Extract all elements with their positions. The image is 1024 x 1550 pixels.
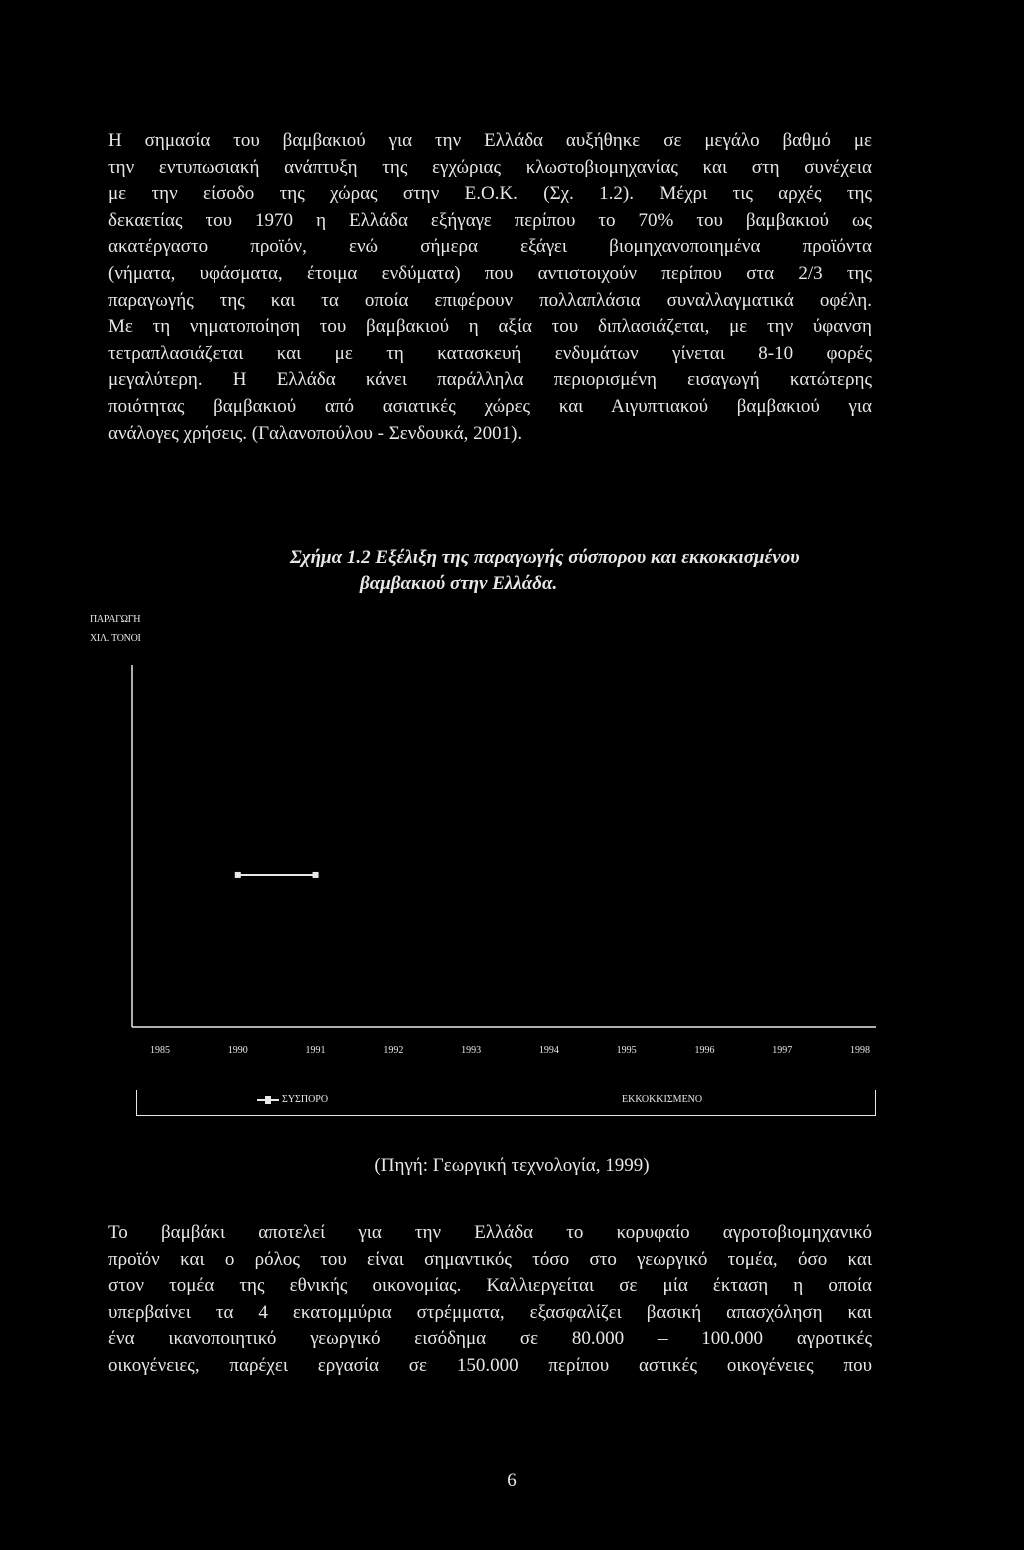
text-line: Η σημασία του βαμβακιού για την Ελλάδα αυξήθηκε σε μεγάλο βαθμό με — [108, 130, 872, 151]
legend-item-seed-cotton — [257, 1094, 328, 1105]
text-line: προϊόν και ο ρόλος του είναι σημαντικός τόσο στο γεωργικό τομέα, όσο και — [108, 1248, 872, 1270]
text-line: ανάλογες χρήσεις. (Γαλανοπούλου - Σενδουκά, 2001). — [108, 422, 523, 444]
x-tick-label: 1992 — [383, 1045, 404, 1056]
x-tick-label: 1997 — [772, 1045, 793, 1056]
legend-item-ginned-cotton — [622, 1094, 702, 1105]
text-line: ένα ικανοποιητικό γεωργικό εισόδημα σε 80.000 – 100.000 αγροτικές — [108, 1328, 872, 1350]
text-line: παραγωγής της και τα οποία επιφέρουν πολλαπλάσια συναλλαγματικά οφέλη. — [108, 289, 872, 311]
text-line: στον τομέα της εθνικής οικονομίας. Καλλιεργείται σε μία έκταση η οποία — [108, 1275, 872, 1297]
text-line: τετραπλασιάζεται και με τη κατασκευή ενδυμάτων γίνεται 8-10 φορές — [108, 342, 872, 364]
intro-paragraph — [108, 128, 872, 447]
x-tick-label: 1991 — [305, 1045, 326, 1056]
text-line: ακατέργαστο προϊόν, ενώ σήμερα εξάγει βιομηχανοποιημένα προϊόντα — [108, 236, 872, 258]
square-marker-icon — [257, 1099, 279, 1101]
x-tick-label: 1993 — [461, 1045, 482, 1056]
legend-label: ΕΚΚΟΚΚΙΣΜΕΝΟ — [622, 1094, 703, 1105]
body-paragraph — [108, 1220, 872, 1380]
x-tick-label: 1998 — [850, 1045, 870, 1056]
figure-source: (Πηγή: Γεωργική τεχνολογία, 1999) — [374, 1155, 650, 1176]
text-line: Με τη νηματοποίηση του βαμβακιού η αξία του διπλασιάζεται, με την ύφανση — [108, 316, 872, 338]
production-chart — [120, 655, 880, 1075]
x-tick-label: 1996 — [694, 1045, 715, 1056]
text-line: με την είσοδο της χώρας στην Ε.Ο.Κ. (Σχ. 1.2). Μέχρι τις αρχές της — [108, 183, 872, 205]
x-tick-label: 1990 — [227, 1045, 248, 1056]
figure-title-line2: βαμβακιού στην Ελλάδα. — [360, 573, 558, 594]
text-line: δεκαετίας του 1970 η Ελλάδα εξήγαγε περίπου το 70% του βαμβακιού ως — [108, 209, 872, 231]
y-axis-label — [90, 610, 141, 648]
y-axis-label-line1: ΠΑΡΑΓΩΓΗ — [90, 614, 141, 625]
x-tick-label: 1985 — [150, 1045, 170, 1056]
figure-title-line1: Σχήμα 1.2 Εξέλιξη της παραγωγής σύσπορου και εκκοκκισμένου — [290, 547, 800, 568]
text-line: μεγαλύτερη. Η Ελλάδα κάνει παράλληλα περιορισμένη εισαγωγή κατώτερης — [108, 369, 872, 391]
text-line: την εντυπωσιακή ανάπτυξη της εγχώριας κλωστοβιομηχανίας και στη συνέχεια — [108, 156, 872, 178]
text-line: ποιότητας βαμβακιού από ασιατικές χώρες και Αιγυπτιακού βαμβακιού για — [108, 395, 872, 417]
figure-title — [290, 545, 800, 597]
y-axis-label-line2: ΧΙΛ. ΤΟΝΟΙ — [90, 633, 141, 644]
text-line: οικογένειες, παρέχει εργασία σε 150.000 περίπου αστικές οικογένειες που — [108, 1354, 872, 1376]
legend-label: ΣΥΣΠΟΡΟ — [282, 1094, 329, 1105]
text-line: Το βαμβάκι αποτελεί για την Ελλάδα το κορυφαίο αγροτοβιομηχανικό — [108, 1222, 872, 1243]
text-line: (νήματα, υφάσματα, έτοιμα ενδύματα) που αντιστοιχούν περίπου στα 2/3 της — [108, 262, 872, 284]
text-line: υπερβαίνει τα 4 εκατομμύρια στρέμματα, εξασφαλίζει βασική απασχόληση και — [108, 1301, 872, 1323]
page-number: 6 — [507, 1470, 517, 1491]
chart-legend — [136, 1090, 876, 1116]
x-tick-label: 1995 — [616, 1045, 637, 1056]
x-tick-label: 1994 — [538, 1045, 559, 1056]
